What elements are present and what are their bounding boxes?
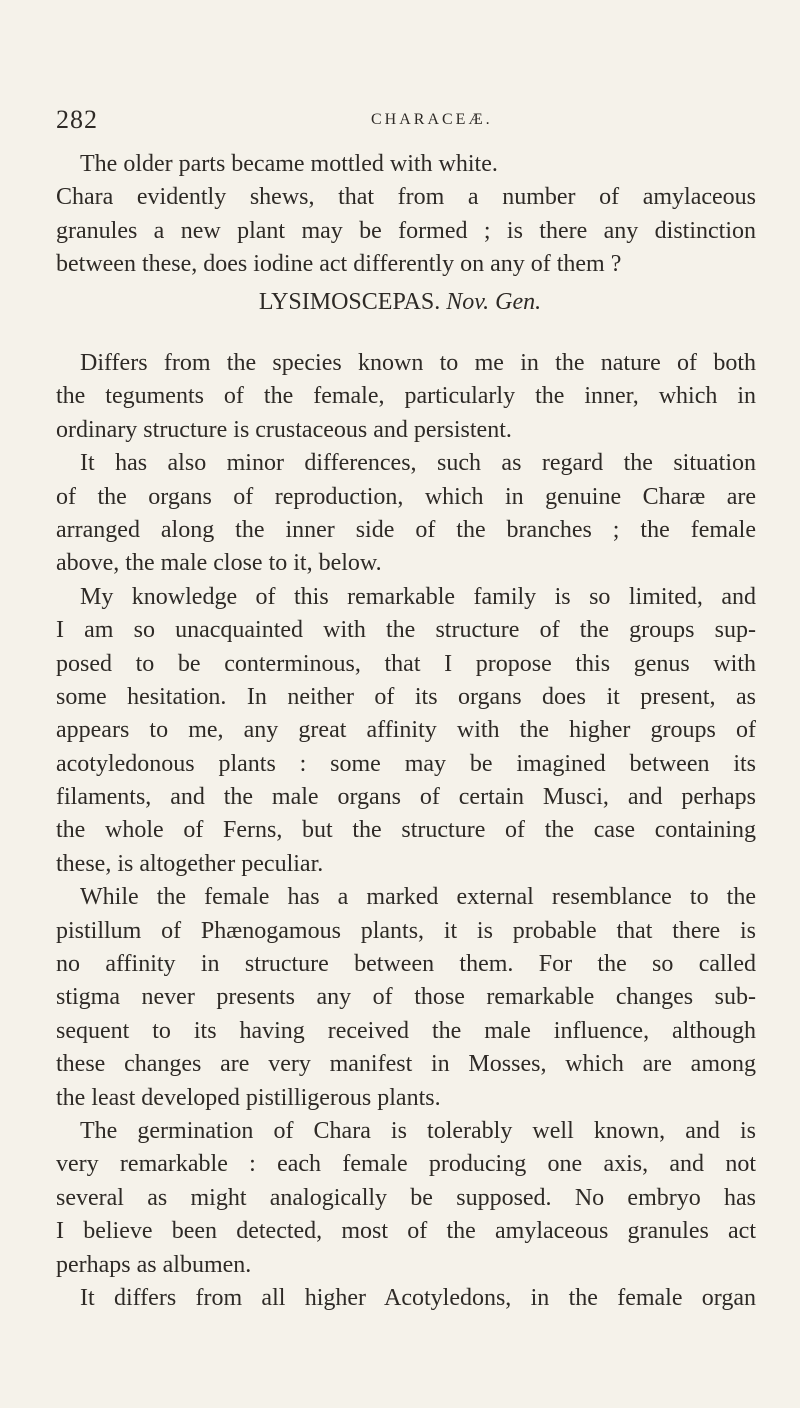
- text-line: pistillum of Phænogamous plants, it is probable that there is: [56, 917, 756, 944]
- text-line: stigma never presents any of those remarkable changes sub-: [56, 984, 756, 1011]
- text-line: sequent to its having received the male influence, although: [56, 1017, 756, 1044]
- text-line: the teguments of the female, particularly the inner, which in: [56, 383, 756, 410]
- text-line: some hesitation. In neither of its organs does it present, as: [56, 683, 756, 710]
- text-line: above, the male close to it, below.: [56, 550, 382, 577]
- text-line: Differs from the species known to me in the nature of both: [80, 350, 756, 376]
- text-line: these changes are very manifest in Mosses, which are among: [56, 1051, 756, 1078]
- text-line: granules a new plant may be formed ; is there any distinction: [56, 217, 756, 244]
- text-line: filaments, and the male organs of certain Musci, and perhaps: [56, 784, 756, 811]
- genus-name: LYSIMOSCEPAS.: [258, 289, 441, 315]
- genus-note: Nov. Gen.: [446, 289, 542, 315]
- text-line: It has also minor differences, such as regard the situation: [80, 450, 756, 477]
- text-line: The older parts became mottled with white.: [80, 151, 498, 177]
- section-heading: [0, 285, 800, 319]
- text-line: the whole of Ferns, but the structure of the case containing: [56, 817, 756, 844]
- page-header: [56, 100, 756, 140]
- paragraph-block-top: [56, 148, 756, 282]
- text-line: posed to be conterminous, that I propose this genus with: [56, 650, 756, 677]
- text-line: My knowledge of this remarkable family is so limited, and: [80, 583, 756, 610]
- text-line: the least developed pistilligerous plants.: [56, 1084, 441, 1111]
- text-line: very remarkable : each female producing one axis, and not: [56, 1151, 756, 1178]
- text-line: arranged along the inner side of the branches ; the female: [56, 516, 756, 543]
- text-line: Chara evidently shews, that from a number of amylaceous: [56, 184, 756, 211]
- text-line: It differs from all higher Acotyledons, in the female organ: [80, 1284, 756, 1311]
- text-line: of the organs of reproduction, which in genuine Charæ are: [56, 483, 756, 510]
- text-line: several as might analogically be supposed. No embryo has: [56, 1184, 756, 1211]
- text-line: While the female has a marked external resemblance to the: [80, 884, 756, 911]
- page-number: 282: [56, 105, 98, 134]
- running-title: CHARACEÆ.: [371, 111, 493, 128]
- text-line: perhaps as albumen.: [56, 1251, 252, 1278]
- text-line: I believe been detected, most of the amylaceous granules act: [56, 1218, 756, 1245]
- text-line: acotyledonous plants : some may be imagined between its: [56, 750, 756, 777]
- text-line: these, is altogether peculiar.: [56, 850, 324, 877]
- text-line: appears to me, any great affinity with the higher groups of: [56, 717, 756, 744]
- text-line: between these, does iodine act differently on any of them ?: [56, 251, 622, 278]
- text-line: no affinity in structure between them. For the so called: [56, 951, 756, 978]
- text-line: ordinary structure is crustaceous and persistent.: [56, 416, 512, 443]
- text-line: The germination of Chara is tolerably well known, and is: [80, 1117, 756, 1144]
- paragraph-block-main: [56, 347, 756, 1315]
- text-line: I am so unacquainted with the structure of the groups sup-: [56, 617, 756, 644]
